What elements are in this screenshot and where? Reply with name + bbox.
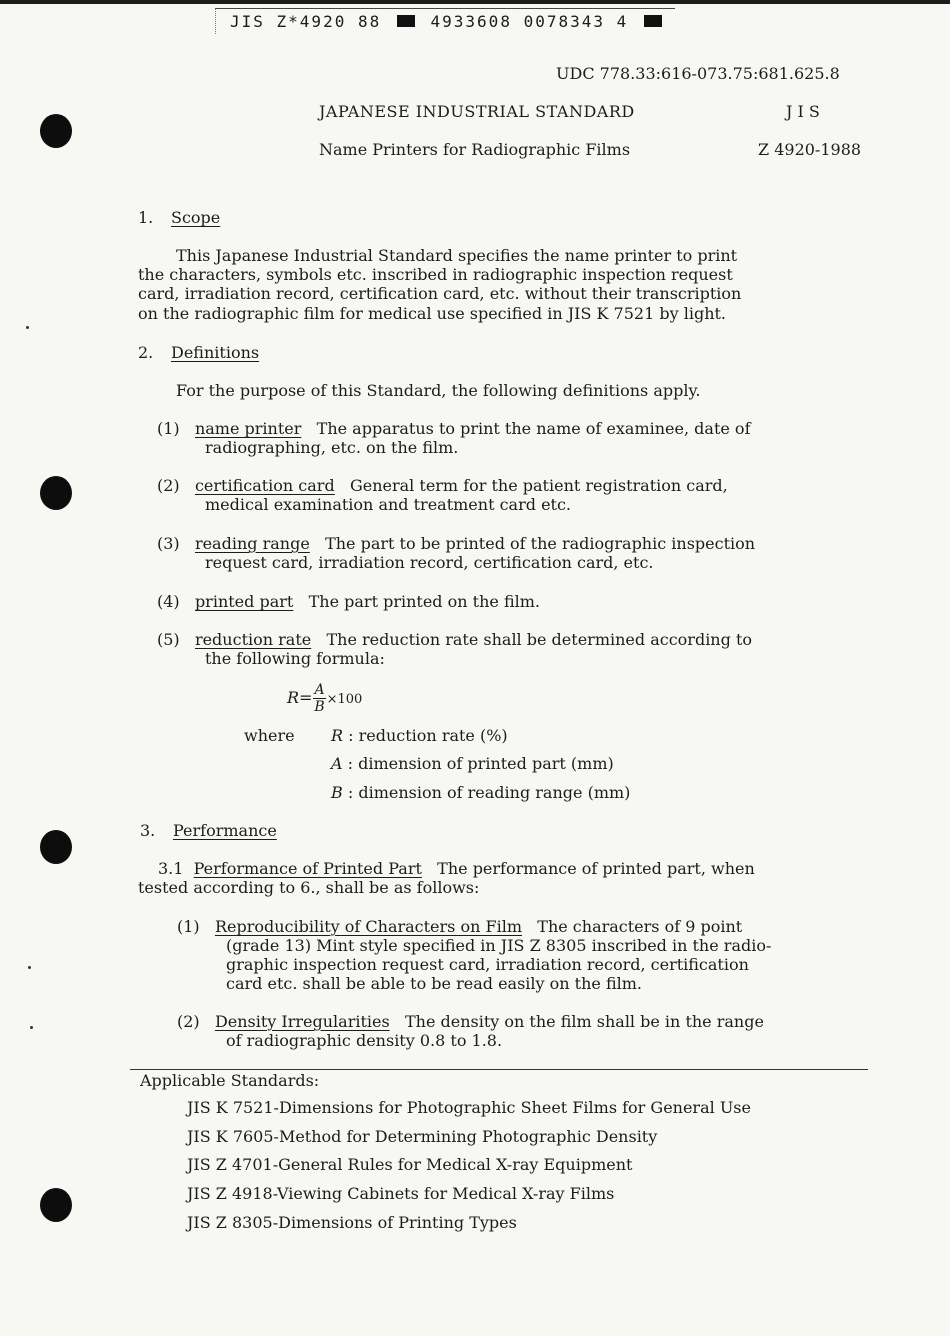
definition-text: General term for the patient registration card, — [349, 476, 728, 495]
black-block-mark — [397, 15, 415, 27]
definition-term: reduction rate — [194, 630, 312, 649]
where-label: where — [244, 726, 295, 745]
item-number: (5) — [157, 630, 180, 649]
item-number: (1) — [157, 419, 180, 438]
reduction-rate-formula — [287, 682, 362, 715]
scan-speck — [26, 326, 29, 329]
item-number: (2) — [177, 1012, 200, 1031]
applicable-item: JIS Z 4918-Viewing Cabinets for Medical X-ray Films — [187, 1184, 615, 1203]
standard-title: JAPANESE INDUSTRIAL STANDARD — [319, 102, 635, 121]
scope-line: the characters, symbols etc. inscribed in radiographic inspection request — [138, 265, 733, 284]
definition-term: certification card — [194, 476, 335, 495]
performance-text-cont: graphic inspection request card, irradiation record, certification — [226, 955, 749, 974]
formula-lhs: R= — [287, 688, 313, 707]
where-symbol: A — [331, 754, 343, 773]
section-title-performance: Performance — [173, 821, 277, 840]
subsection-title: Performance of Printed Part — [193, 859, 422, 878]
definition-text: The part printed on the film. — [308, 592, 540, 611]
subsection-heading — [158, 859, 755, 878]
subsection-text-cont: tested according to 6., shall be as follows: — [138, 878, 480, 897]
black-block-mark — [644, 15, 662, 27]
section-number: 2. — [138, 343, 154, 362]
header-code-strip — [215, 8, 675, 34]
definition-term: name printer — [194, 419, 302, 438]
definition-text: The apparatus to print the name of examinee, date of — [316, 419, 751, 438]
performance-item — [177, 1012, 764, 1031]
performance-text-cont: card etc. shall be able to be read easily on the film. — [226, 974, 642, 993]
where-symbol: R — [331, 726, 344, 745]
definition-text-cont: the following formula: — [205, 649, 385, 668]
definitions-intro: For the purpose of this Standard, the following definitions apply. — [176, 381, 701, 400]
definition-item — [157, 592, 540, 611]
performance-term: Reproducibility of Characters on Film — [214, 917, 522, 936]
definition-text-cont: radiographing, etc. on the film. — [205, 438, 459, 457]
definition-item — [157, 419, 750, 438]
document-number: Z 4920-1988 — [758, 140, 862, 159]
performance-text: The characters of 9 point — [537, 917, 743, 936]
punch-hole — [40, 1188, 72, 1222]
section-title-scope: Scope — [171, 208, 221, 227]
header-code-left: JIS Z*4920 88 — [230, 12, 382, 31]
definition-term: printed part — [194, 592, 294, 611]
formula-denominator: B — [314, 699, 325, 715]
definition-item — [157, 630, 752, 649]
where-symbol: B — [331, 783, 343, 802]
performance-text-cont: of radiographic density 0.8 to 1.8. — [226, 1031, 503, 1050]
definition-item — [157, 534, 755, 553]
formula-fraction — [313, 682, 325, 715]
top-edge-line — [0, 0, 950, 4]
item-number: (4) — [157, 592, 180, 611]
scope-line: on the radiographic film for medical use specified in JIS K 7521 by light. — [138, 304, 727, 323]
applicable-divider — [130, 1069, 868, 1070]
performance-text-cont: (grade 13) Mint style specified in JIS Z 8305 inscribed in the radio- — [226, 936, 772, 955]
performance-term: Density Irregularities — [214, 1012, 390, 1031]
applicable-title: Applicable Standards: — [140, 1071, 320, 1090]
definition-text-cont: request card, irradiation record, certification card, etc. — [205, 553, 654, 572]
header-code-right: 4933608 0078343 4 — [430, 12, 629, 31]
applicable-item: JIS Z 4701-General Rules for Medical X-ray Equipment — [187, 1155, 633, 1174]
definition-item — [157, 476, 728, 495]
definition-text: The reduction rate shall be determined according to — [326, 630, 752, 649]
item-number: (2) — [157, 476, 180, 495]
section-number: 3. — [140, 821, 156, 840]
jis-label: J I S — [786, 102, 820, 121]
subsection-number: 3.1 — [158, 859, 184, 878]
item-number: (3) — [157, 534, 180, 553]
definition-text: The part to be printed of the radiographic inspection — [325, 534, 756, 553]
performance-text: The density on the film shall be in the range — [404, 1012, 764, 1031]
where-text: : reduction rate (%) — [348, 726, 508, 745]
applicable-item: JIS Z 8305-Dimensions of Printing Types — [187, 1213, 517, 1232]
where-item — [331, 783, 630, 802]
subsection-text: The performance of printed part, when — [437, 859, 755, 878]
scope-line: This Japanese Industrial Standard specifies the name printer to print — [176, 246, 738, 265]
scope-line: card, irradiation record, certification card, etc. without their transcription — [138, 284, 742, 303]
where-text: : dimension of reading range (mm) — [347, 783, 631, 802]
scan-speck — [30, 1026, 33, 1029]
section-number: 1. — [138, 208, 154, 227]
formula-numerator: A — [314, 682, 325, 698]
section-title-definitions: Definitions — [171, 343, 260, 362]
punch-hole — [40, 114, 72, 148]
where-item — [331, 754, 614, 773]
where-item — [331, 726, 508, 745]
definition-text-cont: medical examination and treatment card etc. — [205, 495, 572, 514]
formula-rhs: ×100 — [326, 692, 363, 707]
applicable-item: JIS K 7605-Method for Determining Photographic Density — [187, 1127, 658, 1146]
performance-item — [177, 917, 742, 936]
punch-hole — [40, 476, 72, 510]
punch-hole — [40, 830, 72, 864]
udc-code: UDC 778.33:616-073.75:681.625.8 — [556, 64, 840, 83]
where-text: : dimension of printed part (mm) — [347, 754, 614, 773]
item-number: (1) — [177, 917, 200, 936]
definition-term: reading range — [194, 534, 310, 553]
document-title: Name Printers for Radiographic Films — [319, 140, 631, 159]
scan-speck — [28, 966, 31, 969]
applicable-item: JIS K 7521-Dimensions for Photographic Sheet Films for General Use — [187, 1098, 751, 1117]
